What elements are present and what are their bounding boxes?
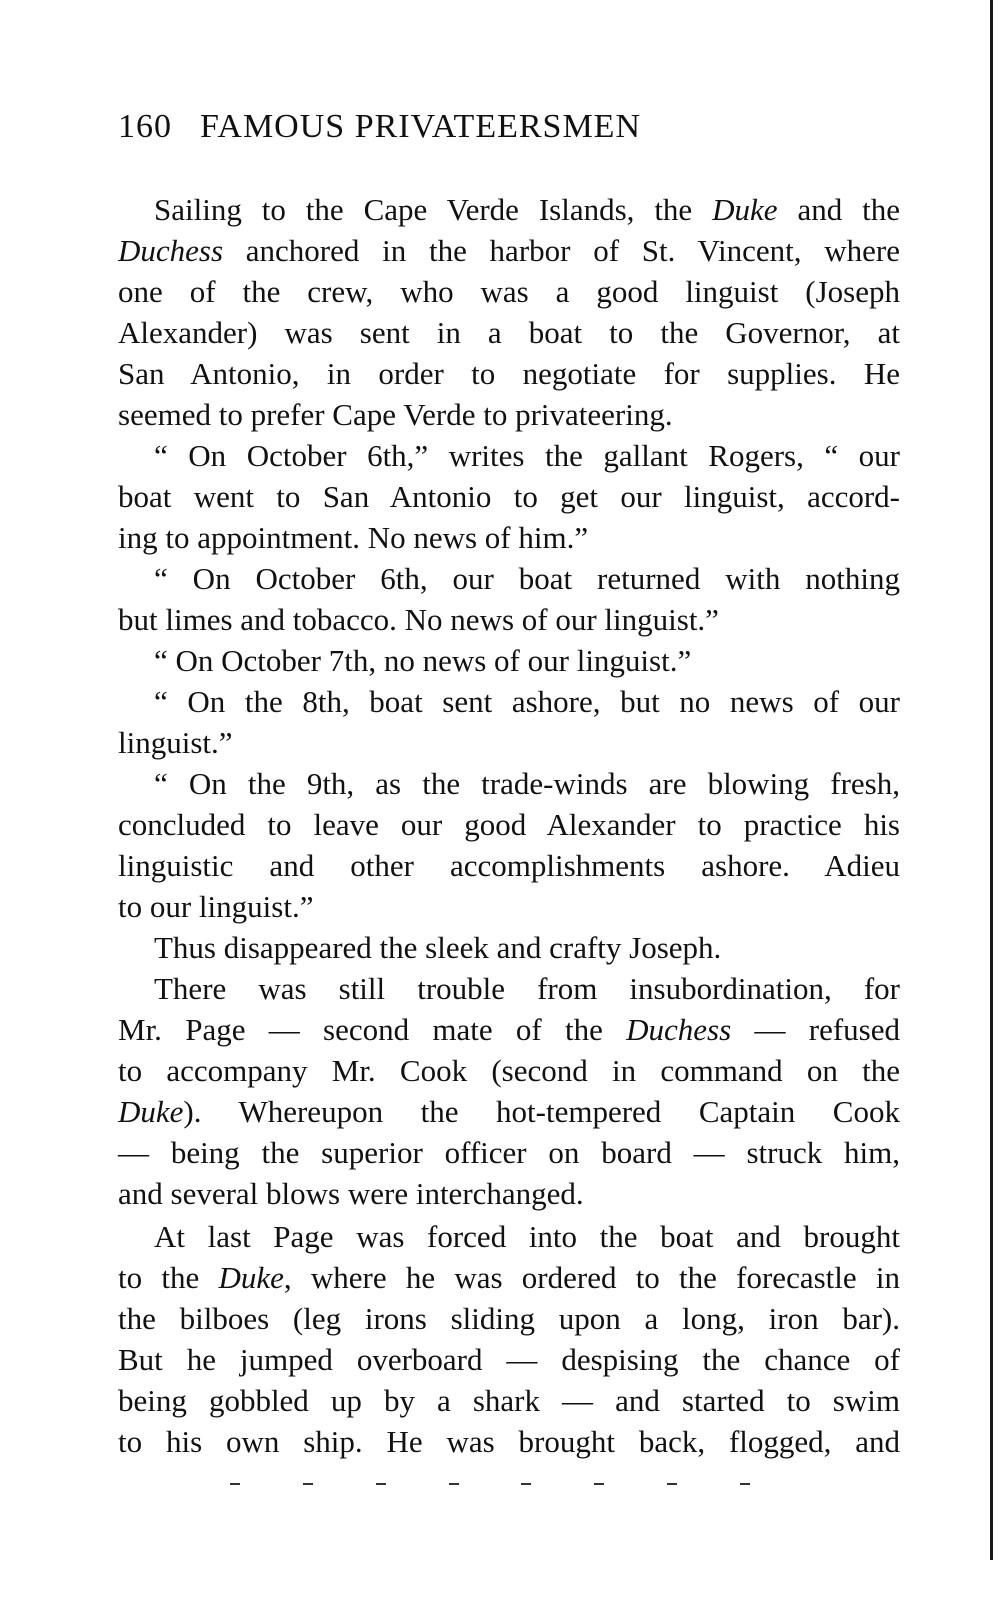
text-line: concluded to leave our good Alexander to practice his: [118, 807, 900, 842]
text-line: Mr. Page — second mate of the Duchess — refused: [118, 1012, 900, 1047]
running-title: FAMOUS PRIVATEERSMEN: [200, 108, 641, 145]
ink-mark: [521, 1483, 531, 1485]
text-line: “ On the 8th, boat sent ashore, but no news of our: [154, 684, 900, 719]
text-line: But he jumped overboard — despising the chance of: [118, 1342, 900, 1377]
text-line: “ On October 6th, our boat returned with nothing: [154, 561, 900, 596]
text-line: Duke). Whereupon the hot-tempered Captain Cook: [118, 1094, 900, 1129]
ink-mark: [740, 1483, 750, 1485]
text-line: Alexander) was sent in a boat to the Governor, at: [118, 315, 900, 350]
text-line: and several blows were interchanged.: [118, 1176, 584, 1211]
text-line: boat went to San Antonio to get our linguist, accord-: [118, 479, 900, 514]
text-line: Sailing to the Cape Verde Islands, the Duke and the: [154, 192, 900, 227]
page-edge-rule: [990, 0, 993, 1560]
text-line: the bilboes (leg irons sliding upon a long, iron bar).: [118, 1301, 900, 1336]
ink-mark: [449, 1483, 459, 1485]
ink-mark: [230, 1483, 240, 1485]
text-line: to accompany Mr. Cook (second in command on the: [118, 1053, 900, 1088]
text-line: ing to appointment. No news of him.”: [118, 520, 589, 555]
text-line: Duchess anchored in the harbor of St. Vincent, where: [118, 233, 900, 268]
ink-mark: [594, 1483, 604, 1485]
ink-mark: [376, 1483, 386, 1485]
text-line: San Antonio, in order to negotiate for supplies. He: [118, 356, 900, 391]
text-line: — being the superior officer on board — struck him,: [118, 1135, 900, 1170]
text-line: to the Duke, where he was ordered to the forecastle in: [118, 1260, 900, 1295]
text-line: one of the crew, who was a good linguist (Joseph: [118, 274, 900, 309]
ink-mark: [303, 1483, 313, 1485]
text-line: There was still trouble from insubordination, for: [154, 971, 900, 1006]
text-line: linguist.”: [118, 725, 233, 760]
text-line: to our linguist.”: [118, 889, 314, 924]
text-line: At last Page was forced into the boat and brought: [154, 1219, 900, 1254]
text-line: linguistic and other accomplishments ashore. Adieu: [118, 848, 900, 883]
text-line: to his own ship. He was brought back, flogged, and: [118, 1424, 900, 1459]
text-line: “ On October 6th,” writes the gallant Rogers, “ our: [154, 438, 900, 473]
body-text: [118, 189, 900, 1462]
text-line: being gobbled up by a shark — and started to swim: [118, 1383, 900, 1418]
running-head: [118, 104, 918, 150]
ink-mark: [667, 1483, 677, 1485]
cropped-next-line-marks: [230, 1478, 750, 1490]
text-line: “ On October 7th, no news of our linguist.”: [154, 643, 692, 678]
page-number: 160: [118, 108, 172, 145]
text-line: Thus disappeared the sleek and crafty Joseph.: [154, 930, 722, 965]
text-line: “ On the 9th, as the trade-winds are blowing fresh,: [154, 766, 900, 801]
text-line: seemed to prefer Cape Verde to privateering.: [118, 397, 673, 432]
text-line: but limes and tobacco. No news of our linguist.”: [118, 602, 719, 637]
